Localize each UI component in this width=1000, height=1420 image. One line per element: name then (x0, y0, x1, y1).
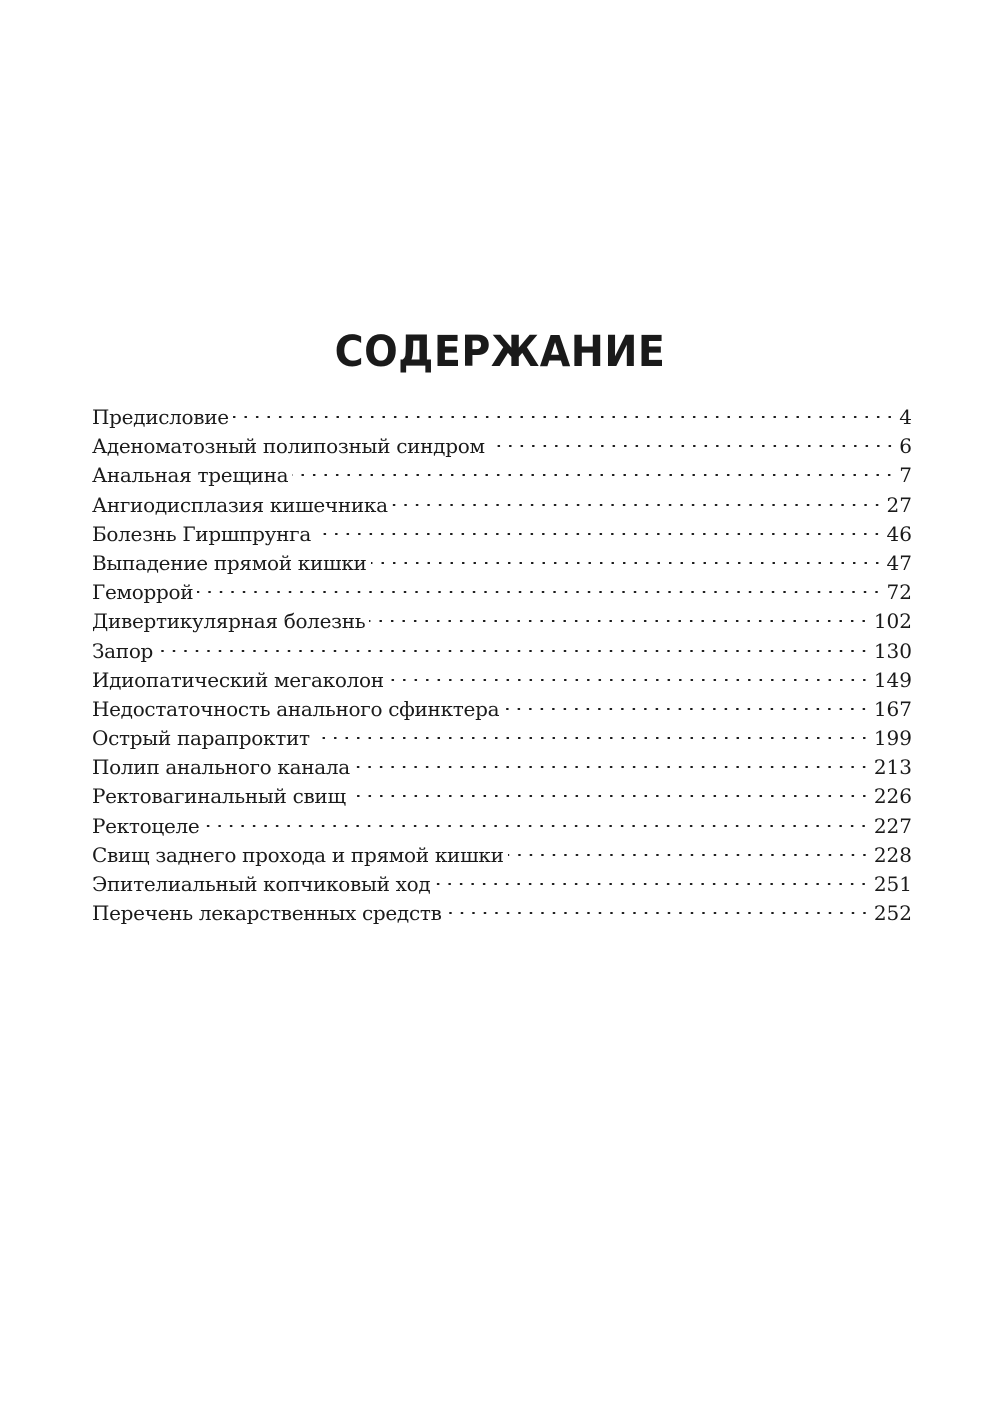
toc-entry-page: 149 (873, 667, 912, 692)
toc-entry[interactable] (92, 578, 912, 607)
toc-entry-page: 227 (873, 813, 912, 838)
toc-entry[interactable] (92, 432, 912, 461)
dot-leader (388, 679, 870, 681)
toc-entry[interactable] (92, 666, 912, 695)
toc-entry-label: Болезнь Гиршпрунга (92, 521, 311, 546)
toc-entry[interactable] (92, 782, 912, 811)
toc-entry-page: 46 (886, 521, 912, 546)
dot-leader (503, 708, 870, 710)
toc-entry-label: Предисловие (92, 405, 229, 429)
toc-entry[interactable] (92, 841, 912, 870)
toc-entry-page: 27 (886, 492, 912, 517)
toc-entry[interactable] (92, 520, 912, 549)
toc-entry-page: 130 (873, 638, 912, 663)
toc-entry-label: Геморрой (92, 580, 194, 605)
toc-entry-page: 199 (873, 726, 912, 751)
toc-entry[interactable] (92, 549, 912, 578)
toc-entry-label: Свищ заднего прохода и прямой кишки (92, 842, 504, 867)
dot-leader (203, 825, 869, 827)
dot-leader (508, 854, 870, 856)
toc-entry-page: 228 (873, 842, 912, 867)
toc-entry[interactable] (92, 695, 912, 724)
dot-leader (157, 650, 870, 652)
toc-entry[interactable] (92, 870, 912, 899)
dot-leader (197, 591, 882, 593)
toc-entry-page: 213 (873, 755, 912, 780)
toc-entry-page: 167 (873, 696, 912, 721)
dot-leader (292, 474, 895, 476)
toc-entry[interactable] (92, 637, 912, 666)
dot-leader (446, 912, 870, 914)
toc-entry-page: 102 (873, 609, 912, 634)
dot-leader (350, 795, 870, 797)
toc-entry-page: 251 (873, 872, 912, 896)
toc-entry-label: Эпителиальный копчиковый ход (92, 872, 431, 896)
toc-entry-page: 4 (899, 405, 912, 429)
toc-entry-page: 47 (886, 550, 912, 575)
toc-entry-page: 6 (899, 434, 912, 459)
toc-entry-label: Ангиодисплазия кишечника (92, 492, 388, 517)
toc-entry-label: Острый парапроктит (92, 726, 310, 751)
table-of-contents (92, 403, 912, 928)
toc-entry[interactable] (92, 491, 912, 520)
dot-leader (354, 766, 870, 768)
toc-entry-label: Недостаточность анального сфинктера (92, 696, 500, 721)
toc-entry-label: Выпадение прямой кишки (92, 550, 367, 575)
toc-entry[interactable] (92, 607, 912, 636)
toc-entry-label: Ректоцеле (92, 813, 200, 838)
toc-entry[interactable] (92, 753, 912, 782)
dot-leader (315, 533, 883, 535)
toc-entry-label: Дивертикулярная болезнь (92, 609, 366, 634)
toc-entry-label: Перечень лекарственных средств (92, 901, 442, 926)
toc-entry[interactable] (92, 724, 912, 753)
dot-leader (314, 737, 870, 739)
toc-entry-page: 252 (873, 901, 912, 926)
page-title: СОДЕРЖАНИЕ (334, 327, 666, 377)
toc-entry-label: Аденоматозный полипозный синдром (92, 434, 485, 459)
dot-leader (233, 416, 895, 418)
dot-leader (434, 883, 869, 885)
toc-entry-label: Анальная трещина (92, 463, 289, 488)
toc-entry[interactable] (92, 461, 912, 490)
dot-leader (489, 445, 896, 447)
toc-entry-label: Запор (92, 638, 154, 663)
toc-entry-page: 72 (886, 580, 912, 605)
toc-entry-page: 7 (899, 463, 912, 488)
toc-entry-page: 226 (873, 784, 912, 809)
toc-entry-label: Полип анального канала (92, 755, 350, 780)
dot-leader (369, 620, 869, 622)
toc-entry-label: Ректовагинальный свищ (92, 784, 346, 809)
toc-entry[interactable] (92, 899, 912, 928)
dot-leader (392, 504, 883, 506)
toc-entry[interactable] (92, 812, 912, 841)
toc-entry[interactable] (92, 403, 912, 432)
toc-entry-label: Идиопатический мегаколон (92, 667, 384, 692)
dot-leader (371, 562, 883, 564)
